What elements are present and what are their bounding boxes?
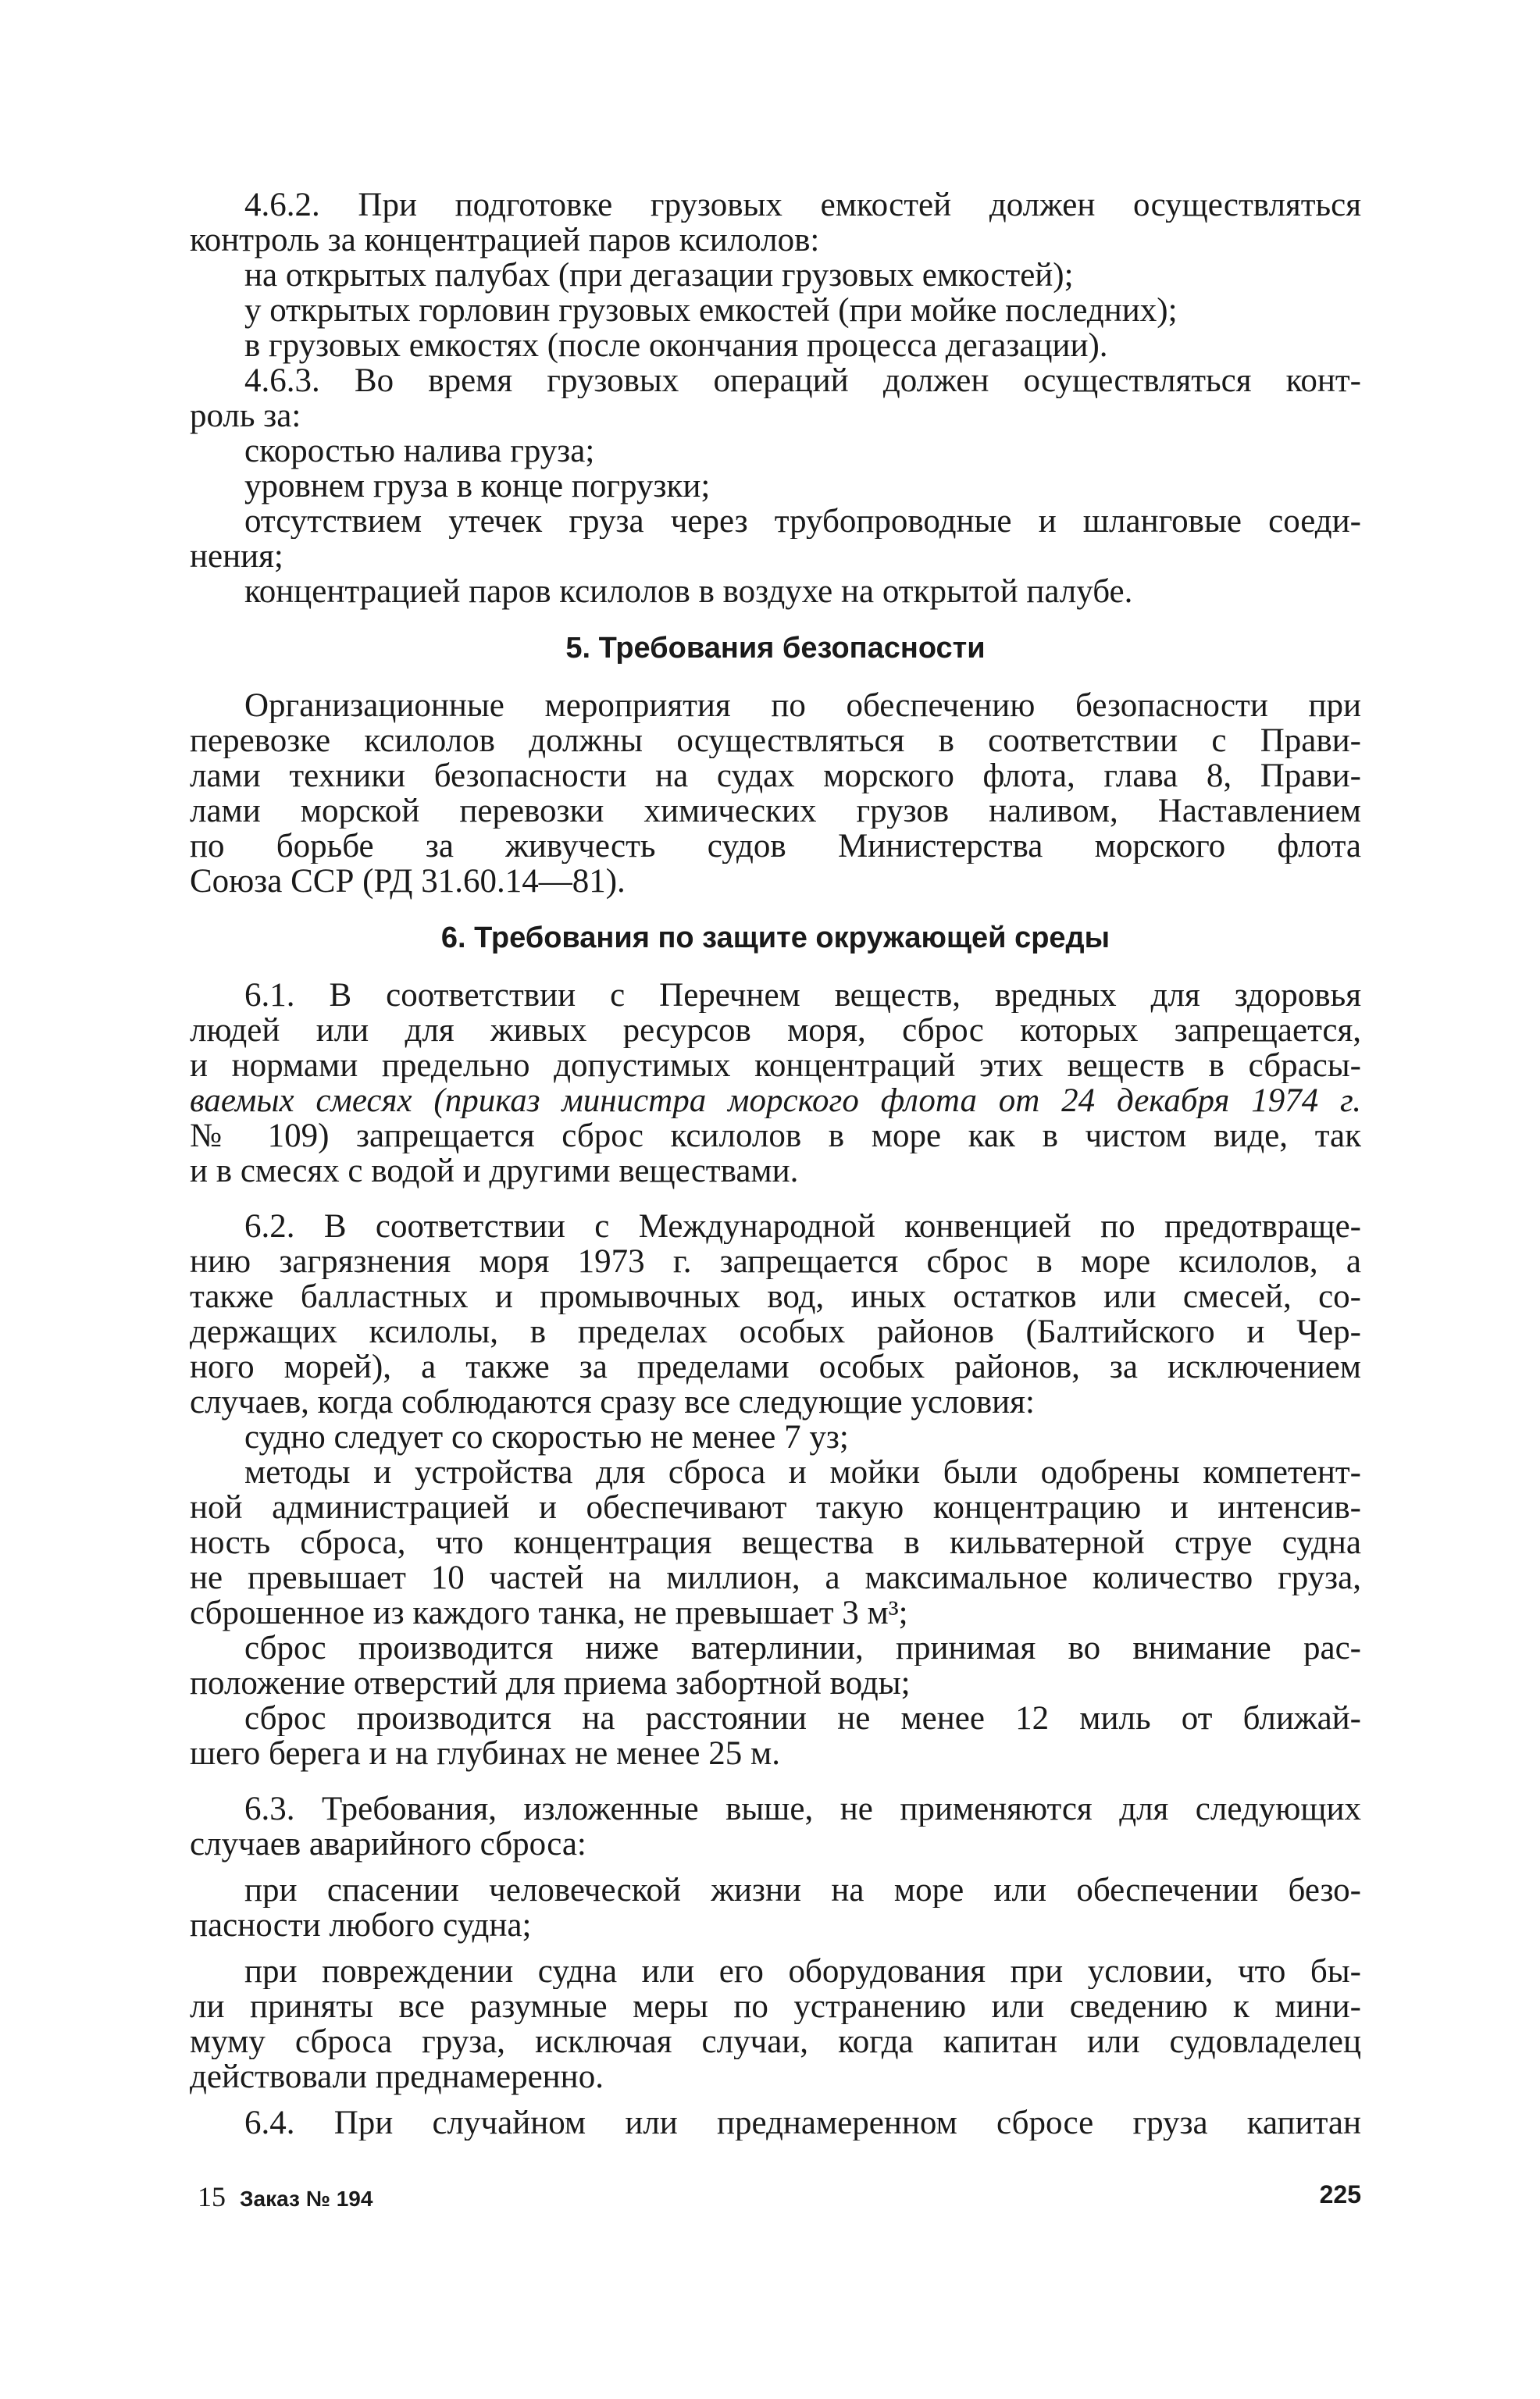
paragraph-line: людей или для живых ресурсов моря, сброс которых запрещается, xyxy=(190,1013,1361,1048)
paragraph-line: держащих ксилолы, в пределах особых районов (Балтийского и Чер- xyxy=(190,1314,1361,1349)
paragraph-line: нию загрязнения моря 1973 г. запрещается сброс в море ксилолов, а xyxy=(190,1244,1361,1279)
list-item: в грузовых емкостях (после окончания процесса дегазации). xyxy=(244,327,1108,364)
paragraph-line: также балластных и промывочных вод, иных остатков или смесей, со- xyxy=(190,1279,1361,1314)
page-footer xyxy=(190,2180,1361,2215)
paragraph-line: случаев, когда соблюдаются сразу все следующие условия: xyxy=(190,1384,1035,1421)
paragraph-line: роль за: xyxy=(190,397,301,434)
section-heading: 5. Требования безопасности xyxy=(565,632,986,665)
document-page xyxy=(190,187,1361,2141)
list-item: пасности любого судна; xyxy=(190,1907,532,1944)
paragraph-line: 6.3. Требования, изложенные выше, не применяются для следующих xyxy=(244,1791,1361,1827)
paragraph-line: ного морей), а также за пределами особых районов, за исключением xyxy=(190,1349,1361,1385)
order-number: Заказ № 194 xyxy=(240,2187,373,2211)
paragraph-line: 6.4. При случайном или преднамеренном сбросе груза капитан xyxy=(244,2105,1361,2141)
list-item: сброс производится ниже ватерлинии, принимая во внимание рас- xyxy=(244,1631,1361,1666)
page-number: 225 xyxy=(1319,2180,1361,2208)
paragraph-line: случаев аварийного сброса: xyxy=(190,1826,586,1863)
paragraph-line: и в смесях с водой и другими веществами. xyxy=(190,1153,799,1189)
list-item: муму сброса груза, исключая случаи, когда капитан или судовладелец xyxy=(190,2024,1361,2059)
signature-number: 15 xyxy=(198,2181,226,2212)
list-item: ность сброса, что концентрация вещества в кильватерной струе судна xyxy=(190,1525,1361,1560)
list-item: методы и устройства для сброса и мойки были одобрены компетент- xyxy=(244,1455,1361,1490)
list-item: ной администрацией и обеспечивают такую концентрацию и интенсив- xyxy=(190,1490,1361,1525)
paragraph-line: перевозке ксилолов должны осуществляться в соответствии с Прави- xyxy=(190,723,1361,758)
list-item: при повреждении судна или его оборудования при условии, что бы- xyxy=(244,1954,1361,1989)
list-item: судно следует со скоростью не менее 7 уз; xyxy=(244,1419,849,1456)
list-item: уровнем груза в конце погрузки; xyxy=(244,468,711,504)
list-item: ли приняты все разумные меры по устранению или сведению к мини- xyxy=(190,1989,1361,2024)
paragraph-line: № 109) запрещается сброс ксилолов в море как в чистом виде, так xyxy=(190,1118,1361,1153)
list-item: не превышает 10 частей на миллион, а максимальное количество груза, xyxy=(190,1560,1361,1595)
list-item: действовали преднамеренно. xyxy=(190,2059,604,2095)
list-item: концентрацией паров ксилолов в воздухе на открытой палубе. xyxy=(244,573,1133,610)
list-item: сброс производится на расстоянии не менее 12 миль от ближай- xyxy=(244,1701,1361,1736)
paragraph-line: 6.1. В соответствии с Перечнем веществ, вредных для здоровья xyxy=(244,978,1361,1013)
footer-left xyxy=(198,2180,373,2213)
paragraph-line: 4.6.2. При подготовке грузовых емкостей должен осуществляться xyxy=(244,187,1361,223)
list-item: положение отверстий для приема забортной воды; xyxy=(190,1665,911,1702)
list-item: скоростью налива груза; xyxy=(244,433,595,469)
paragraph-line: 6.2. В соответствии с Международной конвенцией по предотвраще- xyxy=(244,1209,1361,1244)
paragraph-line: контроль за концентрацией паров ксилолов: xyxy=(190,222,820,258)
paragraph-line: 4.6.3. Во время грузовых операций должен осуществляться конт- xyxy=(244,363,1361,398)
paragraph-line: ваемых смесях (приказ министра морского флота от 24 декабря 1974 г. xyxy=(190,1083,1361,1118)
list-item: при спасении человеческой жизни на море или обеспечении безо- xyxy=(244,1873,1361,1908)
paragraph-line: лами морской перевозки химических грузов наливом, Наставлением xyxy=(190,793,1361,829)
section-heading: 6. Требования по защите окружающей среды xyxy=(440,921,1110,954)
list-item: у открытых горловин грузовых емкостей (при мойке последних); xyxy=(244,292,1178,329)
paragraph-line: и нормами предельно допустимых концентраций этих веществ в сбрасы- xyxy=(190,1048,1361,1083)
paragraph-line: по борьбе за живучесть судов Министерства морского флота xyxy=(190,829,1361,864)
list-item: на открытых палубах (при дегазации грузовых емкостей); xyxy=(244,257,1074,294)
list-item: шего берега и на глубинах не менее 25 м. xyxy=(190,1735,780,1772)
list-item: нения; xyxy=(190,538,283,575)
paragraph-line: Союза ССР (РД 31.60.14—81). xyxy=(190,863,626,900)
list-item: отсутствием утечек груза через трубопроводные и шланговые соеди- xyxy=(244,504,1361,539)
list-item: сброшенное из каждого танка, не превышает 3 м³; xyxy=(190,1595,908,1631)
paragraph-line: лами техники безопасности на судах морского флота, глава 8, Прави- xyxy=(190,758,1361,793)
paragraph-line: Организационные мероприятия по обеспечению безопасности при xyxy=(244,688,1361,723)
